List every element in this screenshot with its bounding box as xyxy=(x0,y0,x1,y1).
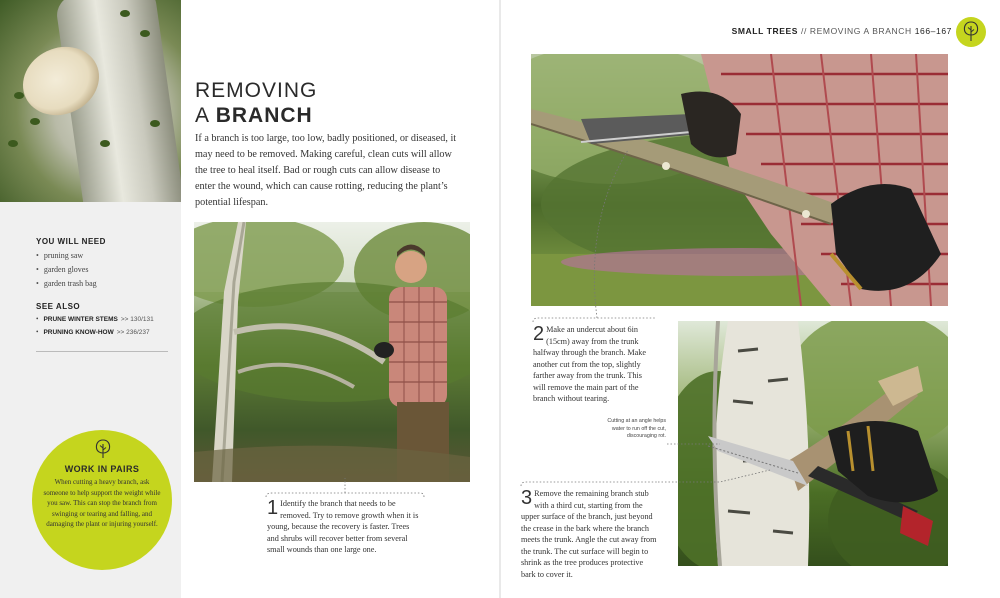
title-line-2-prefix: A xyxy=(195,104,209,127)
step-number: 1 xyxy=(267,497,279,519)
running-header xyxy=(732,26,952,36)
tip-title: WORK IN PAIRS xyxy=(64,464,140,474)
step-text: Identify the branch that needs to be removed. Try to remove growth when it is young, because the recovery is faster. Trees and shrubs will recover better from several small wounds than one large one. xyxy=(267,499,419,554)
list-item: • pruning saw xyxy=(36,249,97,263)
tree-icon xyxy=(956,17,986,47)
see-also-heading: SEE ALSO xyxy=(36,302,81,311)
step-number: 3 xyxy=(521,487,533,509)
title-line-2-bold: BRANCH xyxy=(215,104,313,127)
header-topic: REMOVING A BRANCH xyxy=(809,26,912,36)
title-line-1: REMOVING xyxy=(195,79,318,102)
see-also-ref[interactable]: • PRUNING KNOW-HOW >> 236/237 xyxy=(36,328,150,336)
intro-paragraph: If a branch is too large, too low, badly positioned, or diseased, it may need to be removed. Making careful, clean cuts will allow the tree to heal itself. Bad or rough cuts can allow disease to enter the wound, which can cause rotting, reducing the plant’s potential lifespan. xyxy=(195,133,457,208)
header-section: SMALL TREES xyxy=(731,26,799,36)
header-separator: // xyxy=(801,26,807,36)
step-number: 2 xyxy=(533,323,545,345)
ref-label: PRUNE WINTER STEMS xyxy=(43,316,118,323)
page-numbers: 166–167 xyxy=(914,26,952,36)
ref-label: PRUNING KNOW-HOW xyxy=(43,329,114,336)
list-item: • garden trash bag xyxy=(36,277,97,291)
callout-note: Cutting at an angle helps water to run off the cut, discouraging rot. xyxy=(607,418,666,439)
ref-pages: >> 236/237 xyxy=(116,329,150,336)
header-badge xyxy=(956,17,986,47)
see-also-ref[interactable]: • PRUNE WINTER STEMS >> 130/131 xyxy=(36,315,154,323)
tip-text: When cutting a heavy branch, ask someone to help support the weight while you saw. This can stop the branch from swinging or tearing and falling, and damaging the plant or injuring yourself. xyxy=(43,478,161,528)
step-text: Remove the remaining branch stub with a third cut, starting from the upper surface of the branch, just beyond the crease in the bark where the branch meets the trunk. Angle the cut away from the trunk. The cut surface will begin to shrink as the tree produces protective bark to cover it. xyxy=(521,489,657,579)
list-item: • garden gloves xyxy=(36,263,97,277)
step-text: Make an undercut about 6in (15cm) away from the trunk halfway through the branch. Make another cut from the top, slightly farther away from the trunk. This will remove the main part of the branch without tearing. xyxy=(533,325,646,403)
you-will-need-heading: YOU WILL NEED xyxy=(36,237,106,246)
ref-pages: >> 130/131 xyxy=(120,316,154,323)
